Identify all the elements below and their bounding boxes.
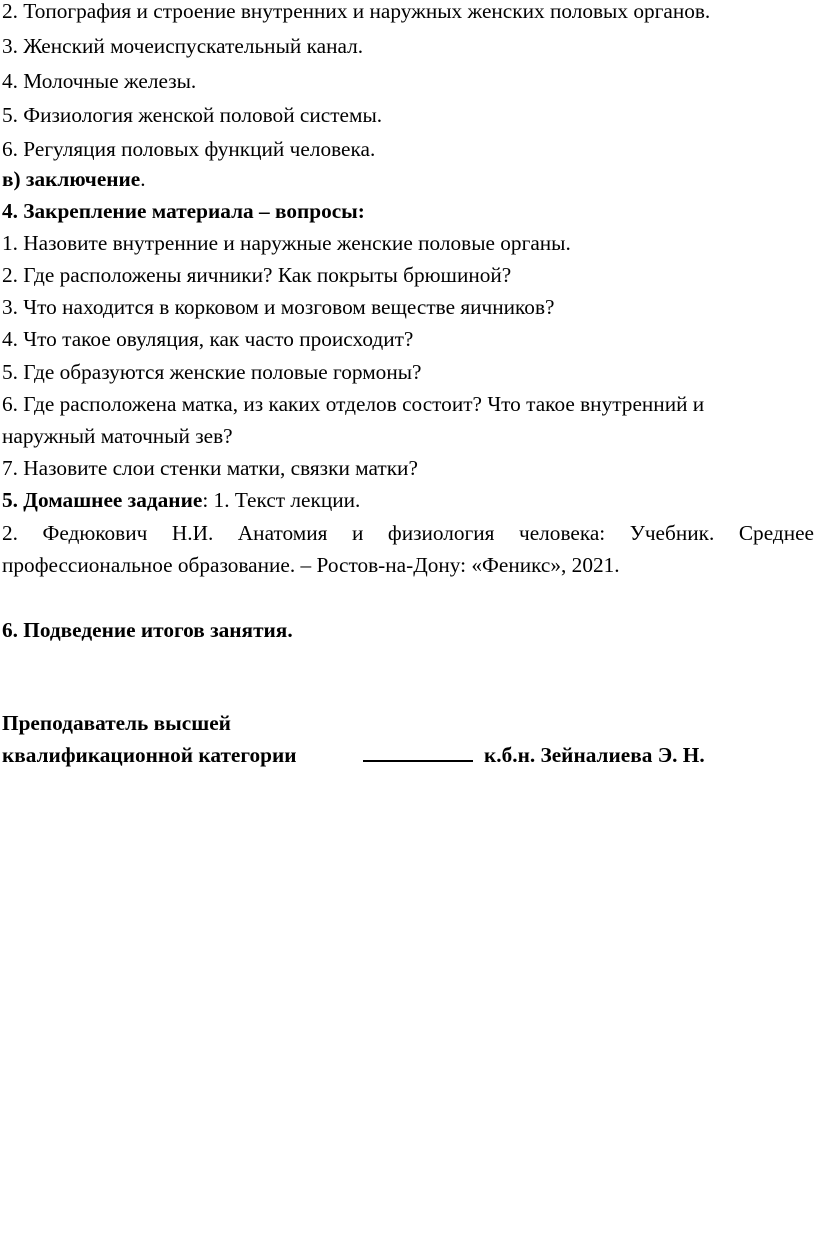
question-item: 6. Где расположена матка, из каких отделов состоит? Что такое внутренний и: [2, 392, 705, 416]
conclusion-line: [2, 164, 814, 195]
homework-line: [2, 485, 814, 516]
signature-title-line1: Преподаватель высшей: [2, 711, 231, 735]
homework-label: 5. Домашнее задание: [2, 488, 203, 512]
question-item: 2. Где расположены яичники? Как покрыты брюшиной?: [2, 263, 512, 287]
homework-source-line1: 2. Федюкович Н.И. Анатомия и физиология человека: Учебник. Среднее: [2, 521, 814, 545]
homework-first-item: : 1. Текст лекции.: [202, 488, 361, 512]
signature-title-line2: квалификационной категории: [2, 743, 297, 767]
reinforcement-heading: 4. Закрепление материала – вопросы:: [2, 199, 365, 223]
signature-name: к.б.н. Зейналиева Э. Н.: [484, 743, 705, 767]
question-item: 7. Назовите слои стенки матки, связки матки?: [2, 456, 418, 480]
topic-item: 4. Молочные железы.: [2, 69, 197, 93]
conclusion-suffix: .: [140, 167, 146, 191]
question-item: 1. Назовите внутренние и наружные женские половые органы.: [2, 231, 571, 255]
summary-heading: 6. Подведение итогов занятия.: [2, 618, 293, 642]
conclusion-label: в) заключение: [2, 167, 141, 191]
question-item: 5. Где образуются женские половые гормоны?: [2, 360, 422, 384]
homework-source-line2: профессиональное образование. – Ростов-на-Дону: «Феникс», 2021.: [2, 553, 620, 577]
topic-item: 6. Регуляция половых функций человека.: [2, 137, 376, 161]
question-item: наружный маточный зев?: [2, 424, 233, 448]
topic-item: 3. Женский мочеиспускательный канал.: [2, 34, 364, 58]
topic-item: 2. Топография и строение внутренних и наружных женских половых органов.: [2, 0, 711, 23]
topic-item: 5. Физиология женской половой системы.: [2, 103, 383, 127]
signature-blank: [363, 740, 473, 771]
question-item: 4. Что такое овуляция, как часто происходит?: [2, 327, 414, 351]
question-item: 3. Что находится в корковом и мозговом веществе яичников?: [2, 295, 555, 319]
